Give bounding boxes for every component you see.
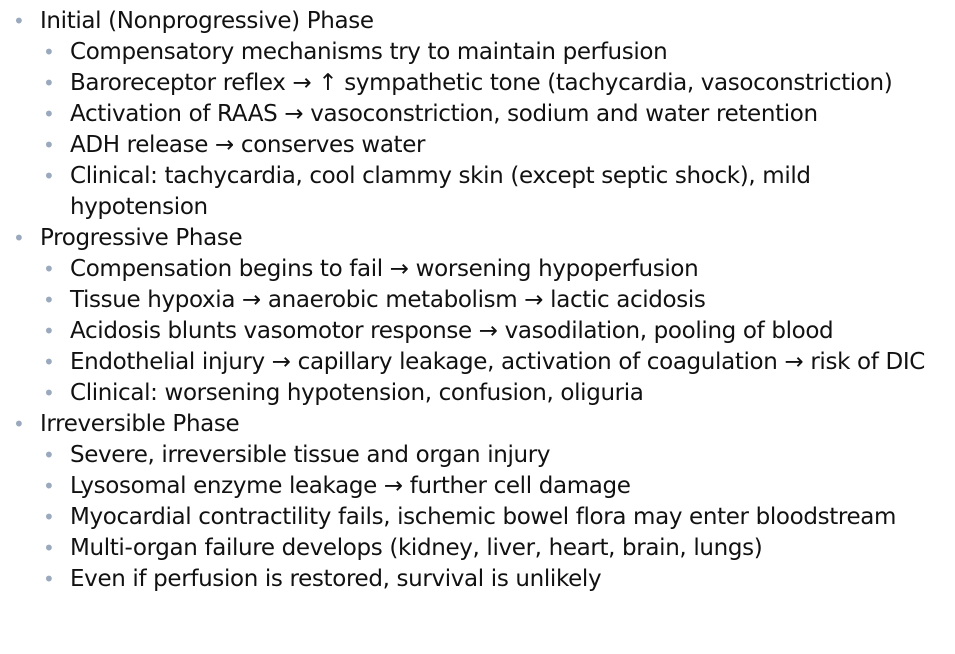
list-item-text: Clinical: tachycardia, cool clammy skin (except septic shock), mild hypotension	[70, 163, 811, 220]
list-item-text: Tissue hypoxia → anaerobic metabolism → lactic acidosis	[70, 287, 706, 313]
bullet-icon: •	[43, 288, 55, 312]
list-item-text: Activation of RAAS → vasoconstriction, sodium and water retention	[70, 101, 818, 127]
list-item	[0, 502, 955, 533]
bullet-icon: •	[13, 412, 25, 436]
list-item	[0, 99, 955, 130]
bullet-icon: •	[43, 350, 55, 374]
list-item-text: Clinical: worsening hypotension, confusion, oliguria	[70, 380, 644, 406]
list-item	[0, 471, 955, 502]
bullet-icon: •	[43, 536, 55, 560]
list-item-text: Even if perfusion is restored, survival is unlikely	[70, 566, 602, 592]
list-item	[0, 378, 955, 409]
list-item	[0, 68, 955, 99]
outline-list	[0, 6, 955, 595]
list-item	[0, 533, 955, 564]
list-item-text: Myocardial contractility fails, ischemic bowel flora may enter bloodstream	[70, 504, 897, 530]
bullet-icon: •	[43, 567, 55, 591]
list-item-text: ADH release → conserves water	[70, 132, 426, 158]
list-item	[0, 316, 955, 347]
bullet-icon: •	[13, 9, 25, 33]
bullet-icon: •	[43, 133, 55, 157]
list-item-text: Lysosomal enzyme leakage → further cell damage	[70, 473, 631, 499]
bullet-icon: •	[43, 443, 55, 467]
list-item-text: Multi-organ failure develops (kidney, liver, heart, brain, lungs)	[70, 535, 763, 561]
list-item	[0, 37, 955, 68]
bullet-icon: •	[43, 505, 55, 529]
section-heading-text: Initial (Nonprogressive) Phase	[40, 8, 374, 34]
bullet-icon: •	[43, 71, 55, 95]
bullet-icon: •	[43, 474, 55, 498]
bullet-icon: •	[43, 381, 55, 405]
bullet-icon: •	[43, 257, 55, 281]
bullet-icon: •	[13, 226, 25, 250]
bullet-icon: •	[43, 40, 55, 64]
list-item-text: Severe, irreversible tissue and organ injury	[70, 442, 551, 468]
bullet-icon: •	[43, 164, 55, 188]
section-heading-text: Irreversible Phase	[40, 411, 240, 437]
list-item	[0, 254, 955, 285]
list-item	[0, 285, 955, 316]
bullet-icon: •	[43, 102, 55, 126]
list-item-text: Compensation begins to fail → worsening hypoperfusion	[70, 256, 699, 282]
section-heading	[0, 409, 955, 440]
section-heading-text: Progressive Phase	[40, 225, 243, 251]
list-item	[0, 564, 955, 595]
list-item	[0, 440, 955, 471]
section-heading	[0, 223, 955, 254]
list-item-text: Endothelial injury → capillary leakage, activation of coagulation → risk of DIC	[70, 349, 925, 375]
list-item	[0, 130, 955, 161]
list-item-text: Acidosis blunts vasomotor response → vasodilation, pooling of blood	[70, 318, 834, 344]
list-item	[0, 161, 955, 223]
list-item	[0, 347, 955, 378]
list-item-text: Baroreceptor reflex → ↑ sympathetic tone (tachycardia, vasoconstriction)	[70, 70, 893, 96]
list-item-text: Compensatory mechanisms try to maintain perfusion	[70, 39, 668, 65]
bullet-icon: •	[43, 319, 55, 343]
section-heading	[0, 6, 955, 37]
